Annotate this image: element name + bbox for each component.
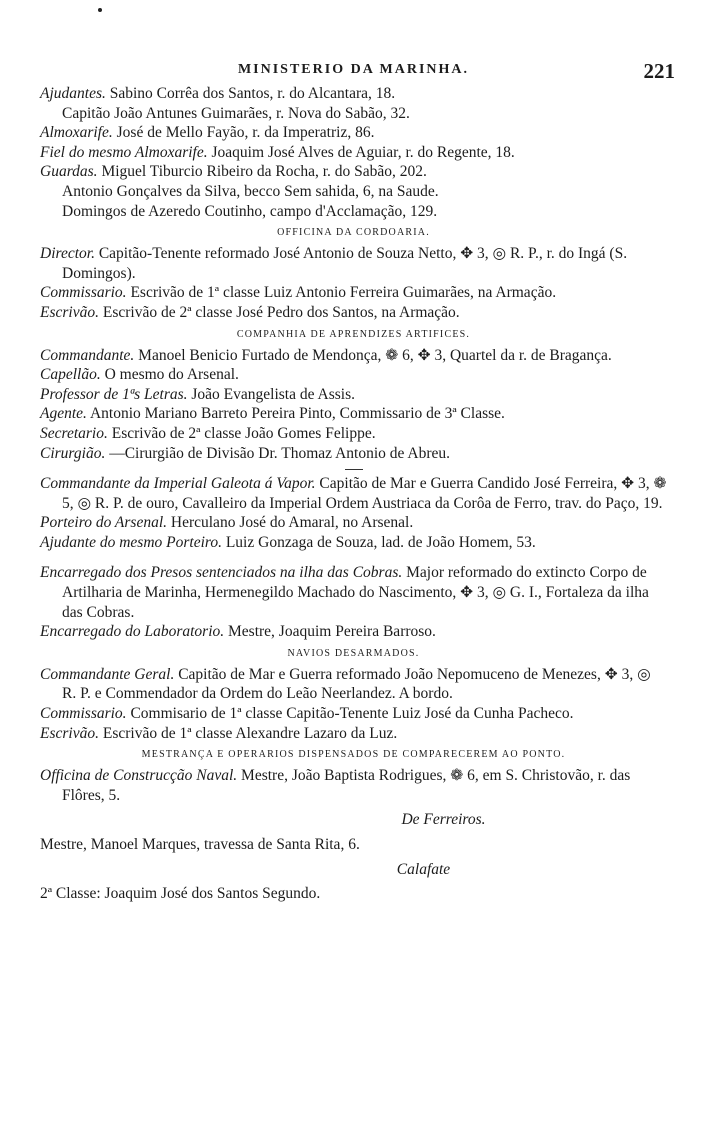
entry-text: Mestre, João Baptista Rodrigues, ❁ 6, em S. Christovão, r. das Flôres, 5. [62,767,631,804]
entry-text: Manoel Benicio Furtado de Mendonça, ❁ 6, ✥ 3, Quartel da r. de Bragança. [134,346,612,364]
spacer [40,552,667,563]
role-label: Guardas. [40,163,98,181]
entry-ferreiros-mestre: Mestre, Manoel Marques, travessa de Santa Rita, 6. [40,836,360,853]
entry-text: José de Mello Fayão, r. da Imperatriz, 86. [112,124,375,142]
entry-cirurgiao [40,444,667,464]
entry-escrivao-cordoaria [40,303,667,323]
sub-heading-ferreiros: De Ferreiros. [401,811,486,829]
role-label: Porteiro do Arsenal. [40,514,168,532]
entry-secretario [40,424,667,444]
entry-guarda-3 [40,202,667,222]
entry-agente [40,404,667,424]
section-heading-navios: NAVIOS DESARMADOS. [287,647,420,659]
entry-professor [40,385,667,405]
entry-porteiro [40,513,667,533]
entry-calafate: 2ª Classe: Joaquim José dos Santos Segundo. [40,885,321,903]
role-label: Fiel do mesmo Almoxarife. [40,143,208,161]
entry-commandante-galeota [40,474,667,513]
role-label: Escrivão. [40,724,99,742]
entry-text: O mesmo do Arsenal. [100,366,239,384]
running-title: MINISTERIO DA MARINHA. [237,62,470,77]
entry-text: Capitão de Mar e Guerra reformado João Nepomuceno de Menezes, ✥ 3, ◎ R. P. e Commendador da Ordem do Leão Neerlandez. A bordo. [62,665,651,703]
entry-text: Sabino Corrêa dos Santos, r. do Alcantara, 18. [105,85,396,102]
entry-text: Escrivão de 1ª classe Luiz Antonio Ferreira Guimarães, na Armação. [126,284,557,302]
role-label: Commissario. [40,705,127,723]
entry-ajudante-porteiro [40,533,667,553]
entry-text: Escrivão de 2ª classe João Gomes Felippe. [107,424,376,442]
role-label: Director. [40,245,95,263]
role-label: Almoxarife. [40,124,113,142]
page-header [40,56,675,84]
role-label: Commandante da Imperial Galeota á Vapor. [40,475,316,493]
role-label: Escrivão. [40,303,99,321]
entry-text: Mestre, Joaquim Pereira Barroso. [224,623,436,641]
entry-commandante-geral [40,665,667,704]
entry-text: Capitão de Mar e Guerra Candido José Ferreira, ✥ 3, ❁ 5, ◎ R. P. de ouro, Cavalleiro da Imperial Ordem Austriaca da Corôa de Ferro, trav. do Paço, 19. [62,475,667,512]
entry-escrivao-navios [40,724,667,744]
entry-text: Miguel Tiburcio Ribeiro da Rocha, r. do Sabão, 202. [97,163,427,181]
entry-text: Capitão-Tenente reformado José Antonio de Souza Netto, ✥ 3, ◎ R. P., r. do Ingá (S. Domingos). [62,245,628,282]
entry-text: Domingos de Azeredo Coutinho, campo d'Acclamação, 129. [62,202,438,220]
section-divider [345,469,363,470]
role-label: Commandante. [40,346,135,364]
entry-fiel [40,143,667,163]
entry-commissario-navios [40,704,667,724]
entry-text: —Cirurgião de Divisão Dr. Thomaz Antonio de Abreu. [105,444,451,462]
sub-heading-calafate: Calafate [396,860,451,878]
entry-director [40,244,667,283]
entry-text: Escrivão de 2ª classe José Pedro dos Santos, na Armação. [98,303,460,321]
entry-text: João Evangelista de Assis. [187,385,355,403]
entry-capellao [40,365,667,385]
role-label: Ajudantes. [40,85,106,102]
entry-almoxarife [40,123,667,143]
entry-guardas [40,162,667,182]
entry-text: Major reformado do extincto Corpo de Artilharia de Marinha, Hermenegildo Machado do Nascimento, ✥ 3, ◎ G. I., Fortaleza da ilha das Cobras. [62,564,649,621]
entry-text: Herculano José do Amaral, no Arsenal. [167,514,414,532]
role-label: Encarregado dos Presos sentenciados na ilha das Cobras. [40,564,403,582]
entry-ajudantes [40,84,667,104]
entry-officina-construccao [40,766,667,805]
section-heading-mestranca: MESTRANÇA E OPERARIOS DISPENSADOS DE COMPARECEREM AO PONTO. [141,749,566,761]
role-label: Ajudante do mesmo Porteiro. [40,533,222,551]
page-number: 221 [643,59,675,83]
role-label: Agente. [40,405,87,423]
entry-text: Commisario de 1ª classe Capitão-Tenente Luiz José da Cunha Pacheco. [126,705,574,723]
ink-speck [98,8,102,12]
role-label: Secretario. [40,424,108,442]
entry-text: Joaquim José Alves de Aguiar, r. do Regente, 18. [207,143,515,161]
entry-commissario-cordoaria [40,283,667,303]
entry-guarda-2 [40,182,667,202]
role-label: Capellão. [40,366,101,384]
entry-text: Escrivão de 1ª classe Alexandre Lazaro da Luz. [98,724,398,742]
role-label: Commissario. [40,284,127,302]
entry-ajudante-2 [40,104,667,124]
entry-encarregado-laboratorio [40,622,667,642]
entry-text: Antonio Mariano Barreto Pereira Pinto, Commissario de 3ª Classe. [86,405,505,423]
entry-text: Antonio Gonçalves da Silva, becco Sem sahida, 6, na Saude. [62,182,439,200]
entry-commandante-aprendizes [40,346,667,366]
role-label: Officina de Construcção Naval. [40,767,238,785]
section-heading-cordoaria: OFFICINA DA CORDOARIA. [277,227,430,239]
section-heading-aprendizes: COMPANHIA DE APRENDIZES ARTIFICES. [236,328,471,340]
entry-encarregado-presos [40,563,667,622]
entry-text: Luiz Gonzaga de Souza, lad. de João Homem, 53. [221,533,536,551]
role-label: Cirurgião. [40,444,106,462]
role-label: Encarregado do Laboratorio. [40,623,225,641]
role-label: Professor de 1ªs Letras. [40,385,188,403]
entry-text: Capitão João Antunes Guimarães, r. Nova do Sabão, 32. [62,104,410,122]
role-label: Commandante Geral. [40,665,175,683]
